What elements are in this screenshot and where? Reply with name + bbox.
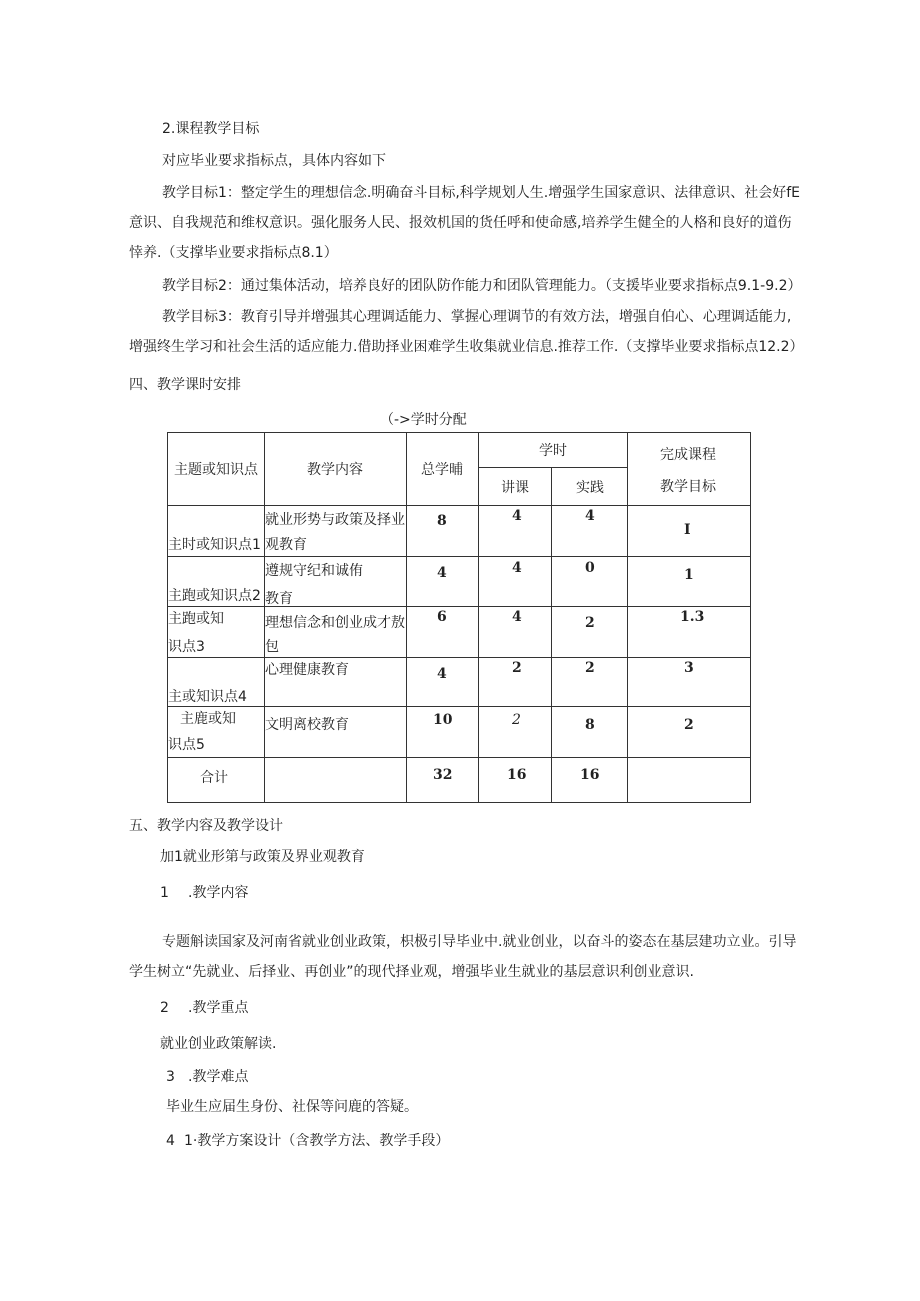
row4-lecture: 2 bbox=[479, 658, 552, 707]
row1-topic: 主时或知识点1 bbox=[168, 506, 265, 557]
item1-label: .教学内容 bbox=[188, 885, 249, 901]
header-goal: 完成课程 教学目标 bbox=[628, 433, 751, 506]
row1-total: 8 bbox=[407, 506, 479, 557]
key-point-text: 就业创业政策解读. bbox=[160, 1036, 277, 1052]
row2-lecture: 4 bbox=[479, 557, 552, 607]
table-row bbox=[168, 607, 751, 658]
item1-number: 1 bbox=[160, 885, 169, 901]
row1-content: 就业形势与政策及择业 观教育 bbox=[265, 506, 407, 557]
content-line1: 专题斛读国家及河南省就业创业政策，枳极引导毕业中.就业创业，以奋斗的姿态在基层建功立业。引导 bbox=[162, 934, 797, 950]
item4-number: 4 bbox=[166, 1133, 175, 1149]
row2-goal: 1 bbox=[628, 557, 751, 607]
header-practice: 实践 bbox=[552, 468, 628, 506]
table-row bbox=[168, 707, 751, 758]
row2-total: 4 bbox=[407, 557, 479, 607]
row1-goal: I bbox=[628, 506, 751, 557]
table-row bbox=[168, 506, 751, 557]
goal3-line2: 增强终生学习和社会生活的适应能力.借助择业困难学生收集就业信息.推荐工作.（支撑毕业要求指标点12.2） bbox=[129, 339, 804, 355]
row5-practice: 8 bbox=[552, 707, 628, 758]
table-header-row bbox=[168, 433, 751, 468]
row2-content: 遵规守纪和诚侑 教育 bbox=[265, 557, 407, 607]
section4-heading: 四、教学课时安排 bbox=[129, 377, 241, 393]
table-row bbox=[168, 557, 751, 607]
row4-practice: 2 bbox=[552, 658, 628, 707]
table-row bbox=[168, 658, 751, 707]
row5-content: 文明离校教育 bbox=[265, 707, 407, 758]
table-caption: （->学时分配 bbox=[380, 412, 467, 428]
row3-goal: 1.3 bbox=[628, 607, 751, 658]
row5-topic: 主鹿或知 识点5 bbox=[168, 707, 265, 758]
row3-content: 理想信念和创业成才敖 包 bbox=[265, 607, 407, 658]
header-total: 总学晡 bbox=[407, 433, 479, 506]
row4-content: 心理健康教育 bbox=[265, 658, 407, 707]
total-practice: 16 bbox=[552, 758, 628, 803]
total-hours: 32 bbox=[407, 758, 479, 803]
row2-practice: 0 bbox=[552, 557, 628, 607]
total-content bbox=[265, 758, 407, 803]
header-hours: 学时 bbox=[479, 433, 628, 468]
row2-topic: 主跑或知识点2 bbox=[168, 557, 265, 607]
header-topic: 主题或知识点 bbox=[168, 433, 265, 506]
item3-number: 3 bbox=[166, 1069, 175, 1085]
section2-intro: 对应毕业要求指标点，具体内容如下 bbox=[162, 153, 386, 169]
topic-title: 加1就业形第与政策及界业观教育 bbox=[160, 849, 365, 865]
row5-lecture: 2 bbox=[479, 707, 552, 758]
goal1-line1: 教学目标1：整定学生的理想信念.明确奋斗目标,科学规划人生.增强学生国家意识、法律意识、社会好fE bbox=[162, 185, 801, 201]
item3-label: .教学难点 bbox=[188, 1069, 249, 1085]
header-content: 教学内容 bbox=[265, 433, 407, 506]
row5-goal: 2 bbox=[628, 707, 751, 758]
item2-number: 2 bbox=[160, 1000, 169, 1016]
row4-goal: 3 bbox=[628, 658, 751, 707]
section5-heading: 五、教学内容及教学设计 bbox=[129, 818, 283, 834]
hours-table bbox=[167, 432, 751, 803]
row3-practice: 2 bbox=[552, 607, 628, 658]
goal1-line3: 悻养.（支撑毕业要求指标点8.1） bbox=[129, 245, 338, 261]
item4-label: 1·教学方案设计（含教学方法、教学手段） bbox=[184, 1133, 450, 1149]
row3-total: 6 bbox=[407, 607, 479, 658]
row3-lecture: 4 bbox=[479, 607, 552, 658]
row1-lecture: 4 bbox=[479, 506, 552, 557]
row5-total: 10 bbox=[407, 707, 479, 758]
row3-topic: 主跑或知 识点3 bbox=[168, 607, 265, 658]
goal2-text: 教学目标2：通过集体活动，培养良好的团队防作能力和团队管理能力。（支援毕业要求指标点9.1-9.2） bbox=[162, 278, 802, 294]
content-line2: 学生树立“先就业、后择业、再创业”的现代择业观，增强毕业生就业的基层意识利创业意识. bbox=[129, 964, 694, 980]
total-lecture: 16 bbox=[479, 758, 552, 803]
total-goal bbox=[628, 758, 751, 803]
table-total-row bbox=[168, 758, 751, 803]
row4-total: 4 bbox=[407, 658, 479, 707]
goal3-line1: 教学目标3：教育引导并增强其心理调适能力、掌握心理调节的有效方法，增强自伯心、心理调适能力, bbox=[162, 309, 792, 325]
item2-label: .教学重点 bbox=[188, 1000, 249, 1016]
difficulty-text: 毕业生应届生身份、社保等问鹿的答疑。 bbox=[166, 1099, 418, 1115]
row4-topic: 主或知识点4 bbox=[168, 658, 265, 707]
row1-practice: 4 bbox=[552, 506, 628, 557]
total-label: 合计 bbox=[168, 758, 265, 803]
section2-heading: 2.课程教学目标 bbox=[162, 121, 260, 137]
header-lecture: 讲课 bbox=[479, 468, 552, 506]
goal1-line2: 意识、自我规范和维权意识。强化服务人民、报效机国的货任呼和使命感,培养学生健全的人格和良好的道伤 bbox=[129, 215, 792, 231]
